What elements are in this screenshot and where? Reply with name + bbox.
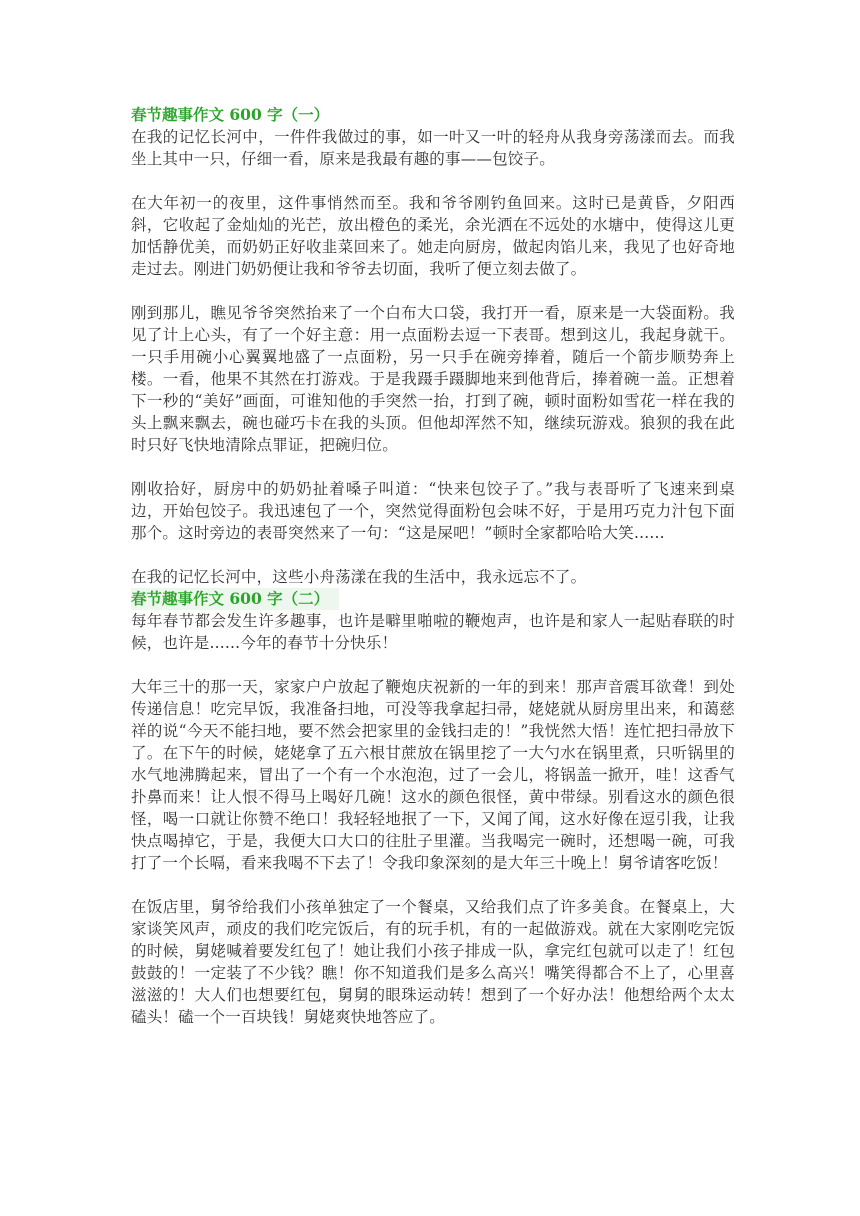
article-1-paragraph-1: 在我的记忆长河中，一件件我做过的事，如一叶又一叶的轻舟从我身旁荡漾而去。而我坐上其中一只，仔细一看，原来是我最有趣的事——包饺子。: [131, 128, 735, 168]
article-1-title: 春节趣事作文 600 字（一）: [131, 105, 330, 124]
paragraph-gap: [131, 544, 735, 566]
article-1-paragraph-3: 刚到那儿，瞧见爷爷突然抬来了一个白布大口袋，我打开一看，原来是一大袋面粉。我见了计上心头，有了一个好主意：用一点面粉去逗一下表哥。想到这儿，我起身就干。一只手用碗小心翼翼地盛了一点面粉，另一只手在碗旁捧着，随后一个箭步顺势奔上楼。一看，他果不其然在打游戏。于是我蹑手蹑脚地来到他背后，捧着碗一盖。正想着下一秒的“美好”画面，可谁知他的手突然一抬，打到了碗，顿时面粉如雪花一样在我的头上飘来飘去，碗也碰巧卡在我的头顶。但他却浑然不知，继续玩游戏。狼狈的我在此时只好飞快地清除点罪证，把碗归位。: [131, 304, 735, 454]
article-2-paragraph-3: 在饭店里，舅爷给我们小孩单独定了一个餐桌，又给我们点了许多美食。在餐桌上，大家谈笑风声，顽皮的我们吃完饭后，有的玩手机，有的一起做游戏。就在大家刚吃完饭的时候，舅姥喊着要发红包了！她让我们小孩子排成一队，拿完红包就可以走了！红包鼓鼓的！一定装了不少钱？瞧！你不知道我们是多么高兴！嘴笑得都合不上了，心里喜滋滋的！大人们也想要红包，舅舅的眼珠运动转！想到了一个好办法！他想给两个太太磕头！磕一个一百块钱！舅姥爽快地答应了。: [131, 898, 735, 1026]
article-1-paragraph-4: 刚收拾好，厨房中的奶奶扯着嗓子叫道：“快来包饺子了。”我与表哥听了飞速来到桌边，开始包饺子。我迅速包了一个，突然觉得面粉包会味不好，于是用巧克力汁包下面那个。这时旁边的表哥突然来了一句：“这是屎吧！”顿时全家都哈哈大笑......: [131, 480, 735, 542]
article-1-paragraph-5: 在我的记忆长河中，这些小舟荡漾在我的生活中，我永远忘不了。: [131, 568, 587, 586]
paragraph-gap: [131, 456, 735, 478]
article-2-paragraph-1: 每年春节都会发生许多趣事，也许是噼里啪啦的鞭炮声，也许是和家人一起贴春联的时候，也许是......今年的春节十分快乐！: [131, 612, 735, 652]
paragraph-gap: [131, 170, 735, 192]
paragraph-gap: [131, 654, 735, 676]
article-1-paragraph-2: 在大年初一的夜里，这件事悄然而至。我和爷爷刚钓鱼回来。这时已是黄昏，夕阳西斜，它收起了金灿灿的光芒，放出橙色的柔光，余光洒在不远处的水塘中，使得这儿更加恬静优美，而奶奶正好收韭菜回来了。她走向厨房，做起肉馅儿来，我见了也好奇地走过去。刚进门奶奶便让我和爷爷去切面，我听了便立刻去做了。: [131, 194, 735, 278]
article-2-paragraph-2: 大年三十的那一天，家家户户放起了鞭炮庆祝新的一年的到来！那声音震耳欲聋！到处传递信息！吃完早饭，我准备扫地，可没等我拿起扫帚，姥姥就从厨房里出来，和蔼慈祥的说“今天不能扫地，要不然会把家里的金钱扫走的！”我恍然大悟！连忙把扫帚放下了。在下午的时候，姥姥拿了五六根甘蔗放在锅里挖了一大勺水在锅里煮，只听锅里的水气地沸腾起来，冒出了一个有一个水泡泡，过了一会儿，将锅盖一掀开，哇！这香气扑鼻而来！让人恨不得马上喝好几碗！这水的颜色很怪，黄中带绿。别看这水的颜色很怪，喝一口就让你赞不绝口！我轻轻地抿了一下，又闻了闻，这水好像在逗引我，让我快点喝掉它，于是，我便大口大口的往肚子里灌。当我喝完一碗时，还想喝一碗，可我打了一个长嗝，看来我喝不下去了！令我印象深刻的是大年三十晚上！舅爷请客吃饭！: [131, 678, 735, 872]
article-2-title: 春节趣事作文 600 字（二）: [131, 588, 339, 610]
document-page: [131, 104, 735, 1028]
paragraph-gap: [131, 280, 735, 302]
paragraph-gap: [131, 874, 735, 896]
